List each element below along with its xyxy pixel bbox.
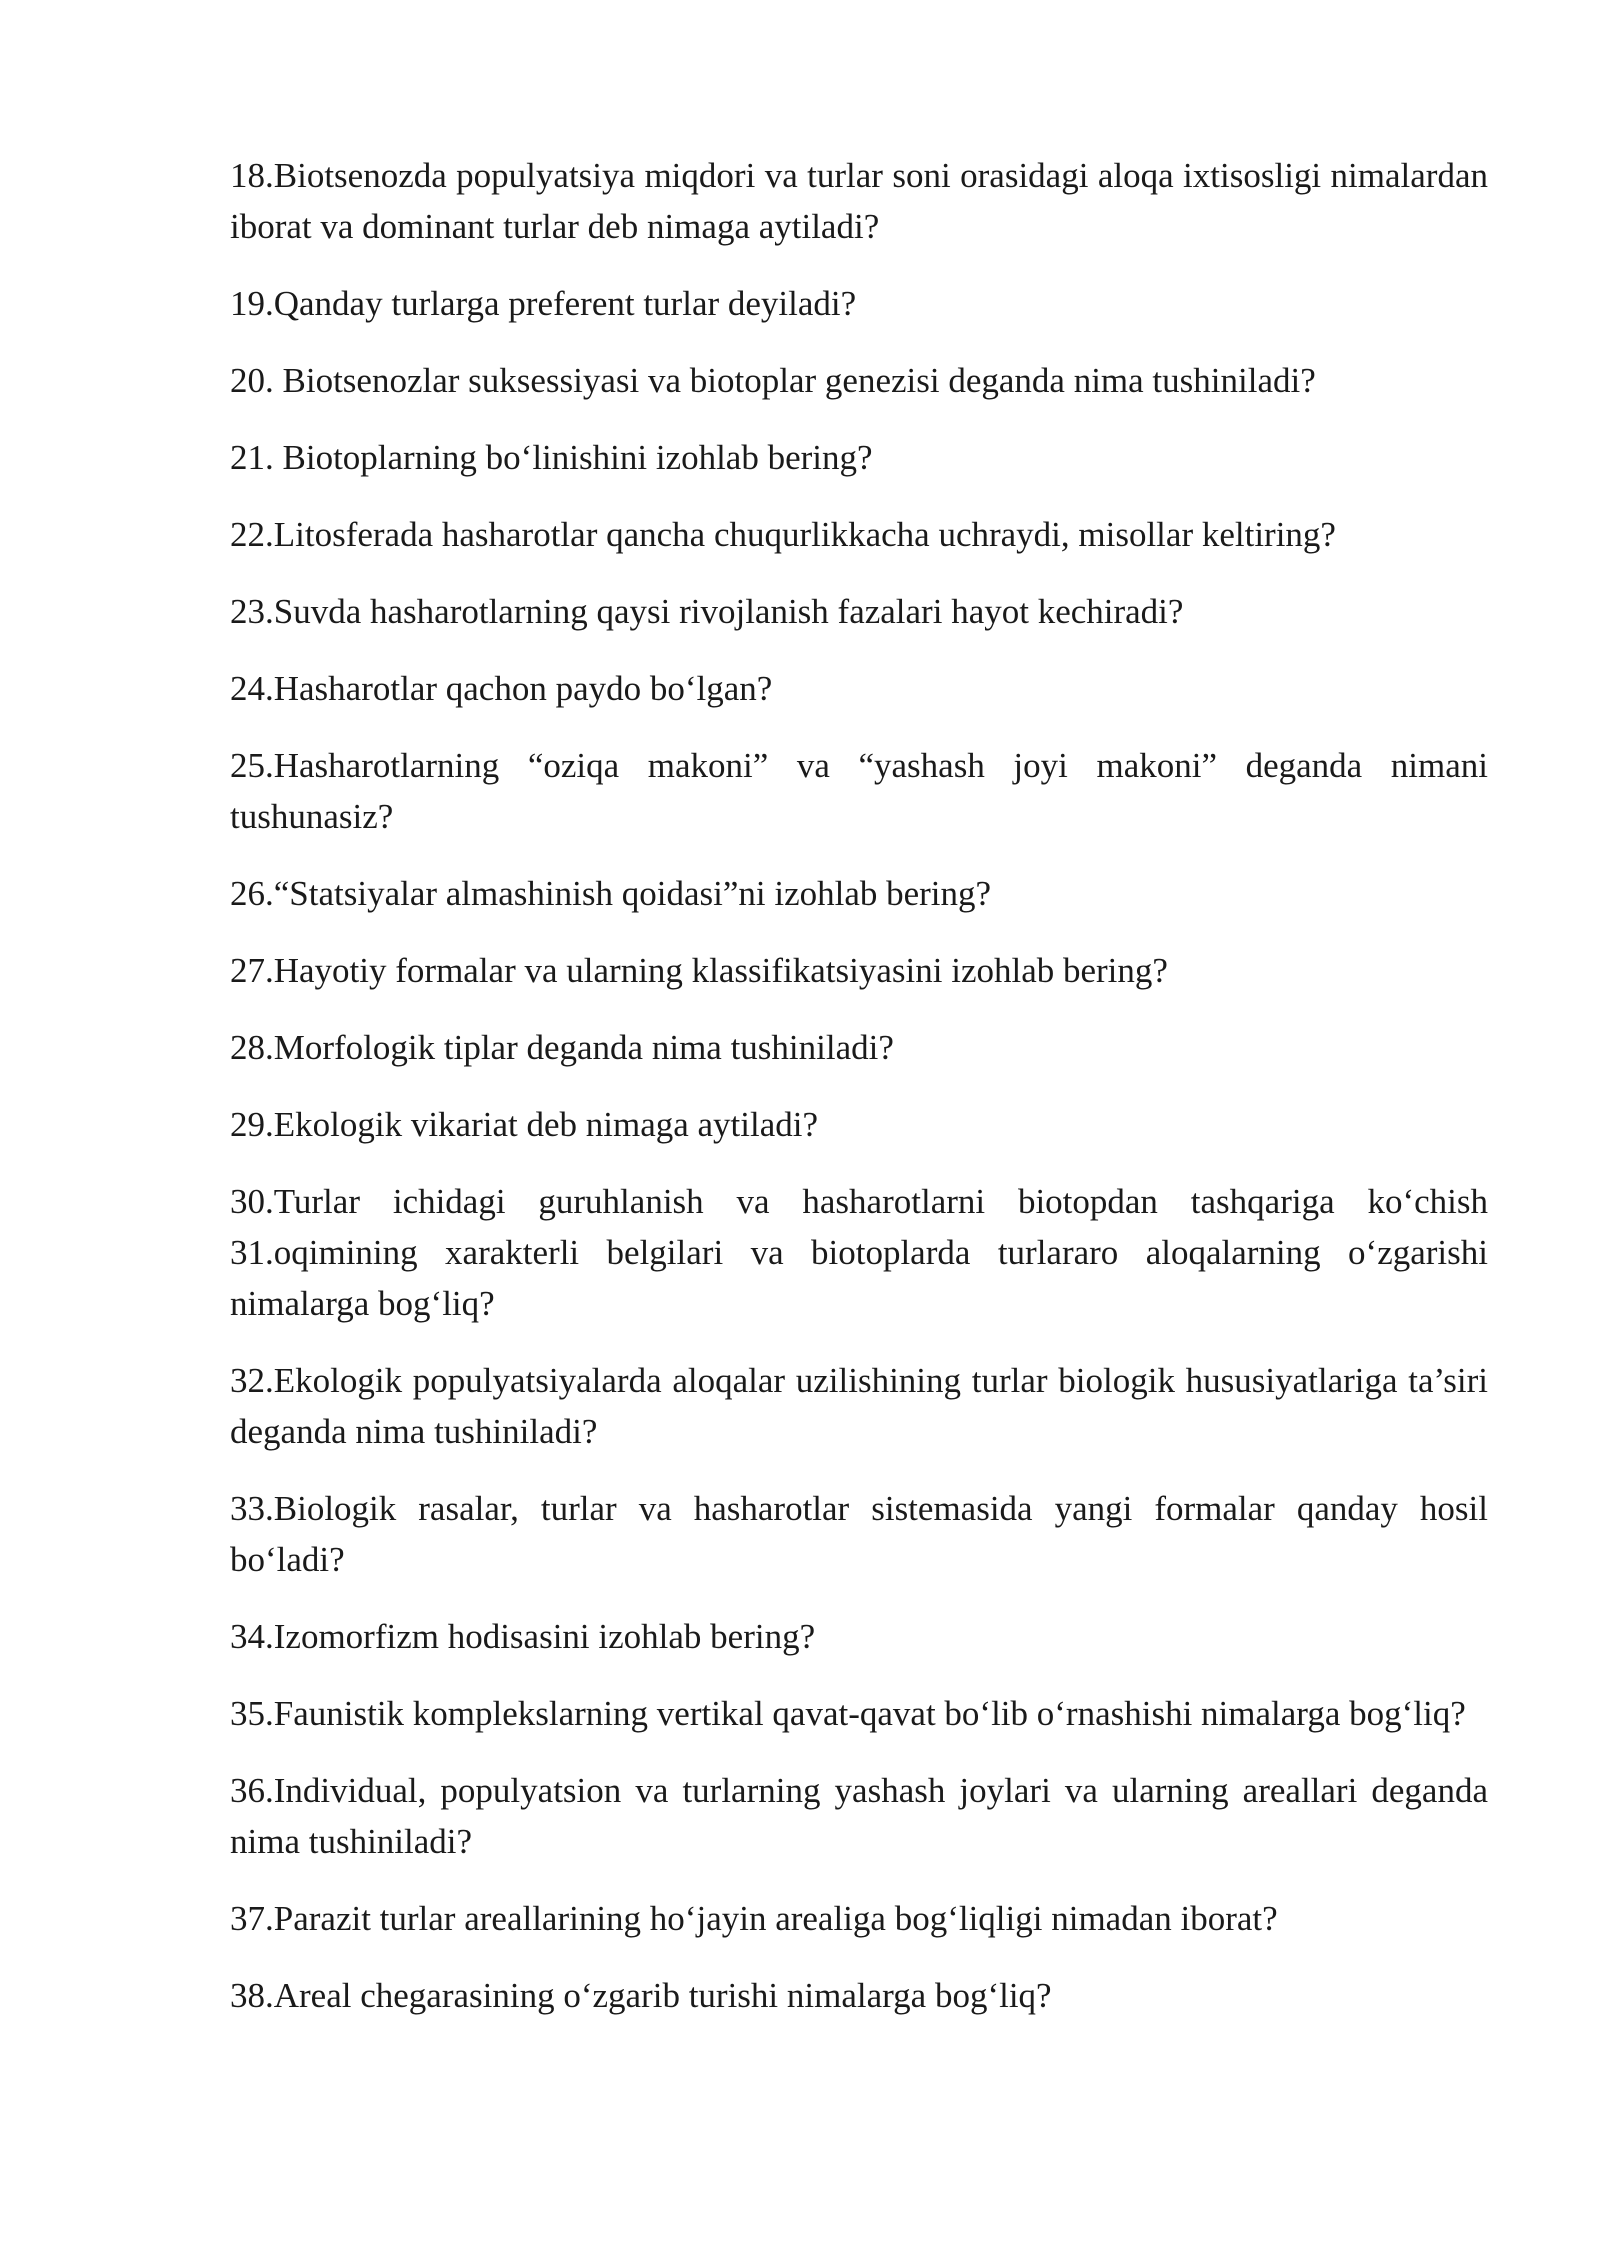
question-38: 38.Areal chegarasining o‘zgarib turishi nimalarga bog‘liq? [230,1976,1052,2015]
question-18: 18.Biotsenozda populyatsiya miqdori va turlar soni orasidagi aloqa ixtisosligi nimalardan iborat va dominant turlar deb nimaga aytiladi? [230,156,1488,246]
question-25: 25.Hasharotlarning “oziqa makoni” va “yashash joyi makoni” deganda nimani tushunasiz? [230,746,1488,836]
question-29: 29.Ekologik vikariat deb nimaga aytiladi? [230,1105,819,1144]
question-32: 32.Ekologik populyatsiyalarda aloqalar uzilishining turlar biologik hususiyatlariga ta’siri deganda nima tushiniladi? [230,1361,1488,1451]
question-22: 22.Litosferada hasharotlar qancha chuqurlikkacha uchraydi, misollar keltiring? [230,515,1336,554]
question-35: 35.Faunistik komplekslarning vertikal qavat-qavat bo‘lib o‘rnashishi nimalarga bog‘liq? [230,1694,1466,1733]
question-37: 37.Parazit turlar areallarining ho‘jayin arealiga bog‘liqligi nimadan iborat? [230,1899,1278,1938]
question-36: 36.Individual, populyatsion va turlarning yashash joylari va ularning areallari deganda nima tushiniladi? [230,1771,1488,1861]
question-24: 24.Hasharotlar qachon paydo bo‘lgan? [230,669,773,708]
question-19: 19.Qanday turlarga preferent turlar deyiladi? [230,284,857,323]
question-20: 20. Biotsenozlar suksessiyasi va biotoplar genezisi deganda nima tushiniladi? [230,361,1316,400]
question-list [230,150,1488,2047]
question-28: 28.Morfologik tiplar deganda nima tushiniladi? [230,1028,894,1067]
question-26: 26.“Statsiyalar almashinish qoidasi”ni izohlab bering? [230,874,992,913]
question-30-31: 30.Turlar ichidagi guruhlanish va hasharotlarni biotopdan tashqariga ko‘chish 31.oqimining xarakterli belgilari va biotoplarda turlararo aloqalarning o‘zgarishi nimalarga bog‘liq? [230,1182,1488,1323]
question-33: 33.Biologik rasalar, turlar va hasharotlar sistemasida yangi formalar qanday hosil bo‘ladi? [230,1489,1488,1579]
question-23: 23.Suvda hasharotlarning qaysi rivojlanish fazalari hayot kechiradi? [230,592,1184,631]
question-21: 21. Biotoplarning bo‘linishini izohlab bering? [230,438,873,477]
question-34: 34.Izomorfizm hodisasini izohlab bering? [230,1617,816,1656]
question-27: 27.Hayotiy formalar va ularning klassifikatsiyasini izohlab bering? [230,951,1168,990]
